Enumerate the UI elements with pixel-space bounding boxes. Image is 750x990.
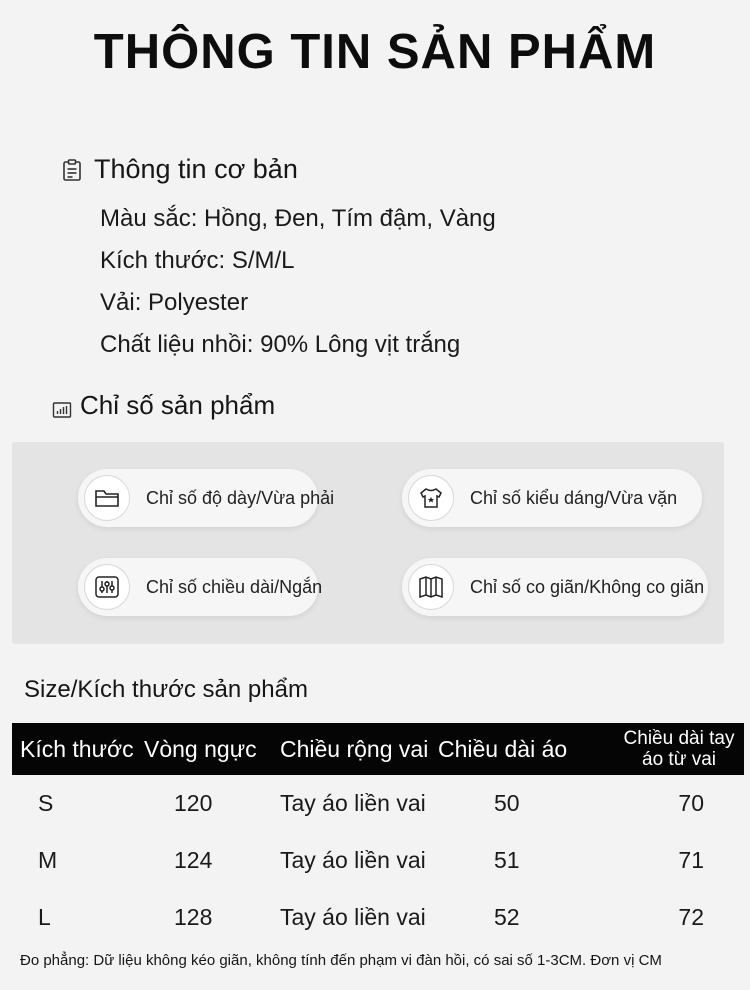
index-label-thickness: Chỉ số độ dày/Vừa phải: [146, 487, 335, 508]
cell-shoulder: Tay áo liền vai: [280, 904, 426, 930]
index-label-length: Chỉ số chiều dài/Ngắn: [146, 576, 323, 597]
cell-chest: 124: [174, 847, 213, 873]
cell-chest: 128: [174, 904, 213, 930]
info-fabric: Vải: Polyester: [100, 289, 249, 316]
header-size: Kích thước: [12, 723, 144, 775]
cell-shoulder: Tay áo liền vai: [280, 847, 426, 873]
shirt-icon: [408, 475, 454, 521]
measurement-footnote: Đo phẳng: Dữ liệu không kéo giãn, không tính đến phạm vi đàn hồi, có sai số 1-3CM. Đơn vị CM: [20, 952, 662, 969]
info-filling: Chất liệu nhồi: 90% Lông vịt trắng: [100, 331, 461, 358]
page-title: THÔNG TIN SẢN PHẨM: [93, 25, 657, 79]
index-pill-thickness: [78, 469, 335, 527]
index-pill-length: [78, 558, 323, 616]
cell-size: S: [38, 790, 54, 816]
index-pill-style: [402, 469, 702, 527]
product-index-title: Chỉ số sản phẩm: [80, 390, 276, 420]
header-chest: Vòng ngực: [144, 723, 280, 775]
header-sleeve-length: Chiều dài tay áo từ vai: [614, 723, 744, 775]
index-label-stretch: Chỉ số co giãn/Không co giãn: [470, 576, 705, 597]
cell-length: 51: [494, 847, 520, 873]
index-label-style: Chỉ số kiểu dáng/Vừa vặn: [470, 487, 678, 508]
table-row: [12, 775, 744, 832]
map-fold-icon: [408, 564, 454, 610]
cell-size: M: [38, 847, 58, 873]
table-row: [12, 889, 744, 946]
cell-length: 50: [494, 790, 520, 816]
index-pill-stretch: [402, 558, 708, 616]
sliders-icon: [84, 564, 130, 610]
cell-sleeve-length: 72: [678, 904, 704, 930]
basic-info-title: Thông tin cơ bản: [94, 154, 298, 184]
cell-chest: 120: [174, 790, 213, 816]
size-table-header-row: [12, 723, 744, 775]
table-row: [12, 832, 744, 889]
info-size: Kích thước: S/M/L: [100, 247, 295, 274]
cell-size: L: [38, 904, 51, 930]
size-table: [12, 723, 744, 946]
product-index-panel: [12, 442, 724, 644]
header-length: Chiều dài áo: [438, 723, 614, 775]
bar-chart-icon: [52, 396, 72, 416]
folder-icon: [84, 475, 130, 521]
basic-info-heading: [60, 154, 298, 185]
product-index-heading: [52, 390, 275, 421]
cell-sleeve-length: 71: [678, 847, 704, 873]
basic-info-list: [100, 198, 496, 366]
size-table-title: Size/Kích thước sản phẩm: [24, 676, 308, 703]
cell-shoulder: Tay áo liền vai: [280, 790, 426, 816]
cell-sleeve-length: 70: [678, 790, 704, 816]
header-shoulder: Chiều rộng vai: [280, 723, 438, 775]
info-color: Màu sắc: Hồng, Đen, Tím đậm, Vàng: [100, 205, 496, 232]
cell-length: 52: [494, 904, 520, 930]
clipboard-icon: [60, 158, 84, 182]
